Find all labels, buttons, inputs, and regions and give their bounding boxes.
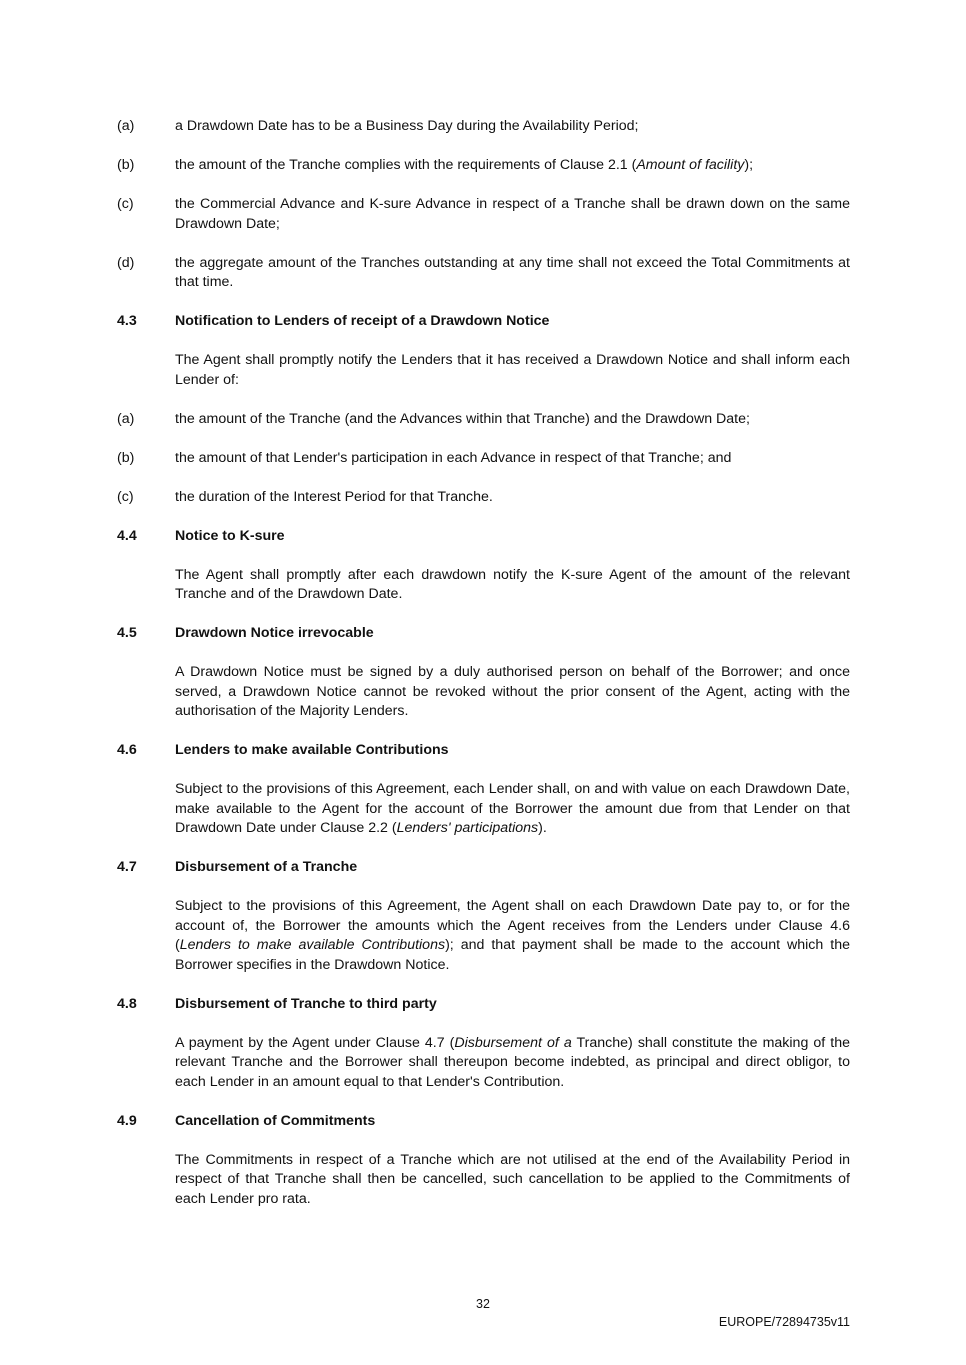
section-number: 4.6 [117, 742, 137, 758]
paragraph [117, 780, 850, 839]
body-text [175, 410, 850, 430]
list-item [117, 254, 850, 293]
list-item [117, 195, 850, 234]
section-heading [117, 527, 850, 547]
text-run: Disbursement of Tranche to third party [175, 995, 437, 1012]
item-label: (b) [117, 449, 135, 466]
section-heading [117, 741, 850, 761]
text-run: the amount of the Tranche complies with the requirements of Clause 2.1 ( [175, 157, 637, 173]
item-label [117, 1151, 175, 1210]
item-label: (a) [117, 410, 135, 427]
text-run: A payment by the Agent under Clause 4.7 ( [175, 1034, 455, 1051]
list-item [117, 449, 850, 469]
section-heading [117, 312, 850, 332]
paragraph [117, 1034, 850, 1093]
list-item [117, 117, 850, 137]
text-run: the amount of that Lender's participation in each Advance in respect of that Tranche; and [175, 449, 732, 466]
body-text [175, 351, 850, 390]
list-item [117, 488, 850, 508]
text-run: Drawdown Notice irrevocable [175, 625, 374, 641]
item-label [117, 1034, 175, 1093]
text-run: The Commitments in respect of a Tranche which are not utilised at the end of the Availability Period in respect of that Tranche shall then be cancelled, such cancellation to be applied to the Commitments of each Lender pro rata. [175, 1151, 850, 1207]
section-title [175, 312, 850, 332]
document-body [117, 117, 850, 1229]
text-run: a Drawdown Date has to be a Business Day during the Availability Period; [175, 118, 639, 134]
paragraph [117, 897, 850, 975]
italic-reference: Disbursement of a [454, 1034, 572, 1051]
section-title [175, 858, 850, 878]
section-heading [117, 858, 850, 878]
item-label: (c) [117, 196, 134, 212]
text-run: Disbursement of a Tranche [175, 859, 358, 875]
document-reference: EUROPE/72894735v11 [718, 1315, 850, 1329]
text-run: The Agent shall promptly notify the Lenders that it has received a Drawdown Notice and shall inform each Lender of: [175, 352, 850, 388]
item-label: (a) [117, 118, 135, 134]
body-text [175, 156, 850, 176]
text-run: Subject to the provisions of this Agreement, each Lender shall, on and with value on each Drawdown Date, make available to the Agent for the account of the Borrower the amount due from that Lender on that Drawdown Date under Clause 2.2 ( [175, 781, 850, 836]
page-number: 32 [476, 1297, 490, 1311]
body-text [175, 449, 850, 469]
section-number: 4.8 [117, 995, 137, 1012]
section-number: 4.9 [117, 1112, 137, 1129]
body-text [175, 663, 850, 722]
item-label: (c) [117, 488, 134, 505]
text-run: Notice to K-sure [175, 527, 285, 544]
body-text [175, 566, 850, 605]
text-run: Subject to the provisions of this Agreement, the Agent shall on each Drawdown Date pay to, or for the account of, the Borrower the amounts which the Agent receives from the Lenders under Clause 4.6 ( [175, 898, 850, 953]
paragraph [117, 351, 850, 390]
section-title [175, 995, 850, 1015]
text-run: The Agent shall promptly after each drawdown notify the K-sure Agent of the amount of the relevant Tranche and of the Drawdown Date. [175, 566, 850, 602]
text-run: the amount of the Tranche (and the Advances within that Tranche) and the Drawdown Date; [175, 410, 750, 427]
item-label: (b) [117, 157, 135, 173]
body-text [175, 780, 850, 839]
section-title [175, 624, 850, 644]
list-item [117, 156, 850, 176]
text-run: Cancellation of Commitments [175, 1112, 376, 1129]
body-text [175, 1151, 850, 1210]
section-number: 4.7 [117, 859, 137, 875]
text-run: the Commercial Advance and K-sure Advance in respect of a Tranche shall be drawn down on the same Drawdown Date; [175, 196, 850, 232]
paragraph [117, 1151, 850, 1210]
paragraph [117, 566, 850, 605]
section-title [175, 527, 850, 547]
item-label [117, 351, 175, 390]
italic-reference: Lenders' participations [396, 820, 539, 836]
text-run: the aggregate amount of the Tranches outstanding at any time shall not exceed the Total Commitments at that time. [175, 254, 850, 290]
section-number: 4.5 [117, 625, 137, 641]
text-run: the duration of the Interest Period for that Tranche. [175, 488, 493, 505]
text-run: ); and that payment shall be made to the account which the Borrower specifies in the Drawdown Notice. [175, 937, 850, 973]
section-number: 4.4 [117, 527, 137, 544]
section-heading [117, 995, 850, 1015]
italic-reference: Amount of facility [636, 157, 745, 173]
text-run: Tranche) shall constitute the making of the relevant Tranche and the Borrower shall thereupon become indebted, as principal and direct obligor, to each Lender in an amount equal to that Lender's Contribution. [175, 1034, 850, 1090]
section-title [175, 741, 850, 761]
item-label: (d) [117, 254, 135, 271]
body-text [175, 1034, 850, 1093]
item-label [117, 566, 175, 605]
item-label [117, 897, 175, 975]
section-heading [117, 624, 850, 644]
section-heading [117, 1112, 850, 1132]
body-text [175, 195, 850, 234]
item-label [117, 780, 175, 839]
body-text [175, 897, 850, 975]
list-item [117, 410, 850, 430]
body-text [175, 254, 850, 293]
text-run: Lenders to make available Contributions [175, 742, 449, 758]
text-run: ); [744, 157, 754, 173]
text-run: A Drawdown Notice must be signed by a duly authorised person on behalf of the Borrower; and once served, a Drawdown Notice cannot be revoked without the prior consent of the Agent, acting with the authorisation of the Majority Lenders. [175, 664, 850, 719]
section-number: 4.3 [117, 313, 137, 329]
item-label [117, 663, 175, 722]
italic-reference: Lenders to make available Contributions [179, 937, 446, 953]
body-text [175, 117, 850, 137]
text-run: ). [538, 820, 547, 836]
section-title [175, 1112, 850, 1132]
text-run: Notification to Lenders of receipt of a Drawdown Notice [175, 313, 550, 329]
paragraph [117, 663, 850, 722]
body-text [175, 488, 850, 508]
